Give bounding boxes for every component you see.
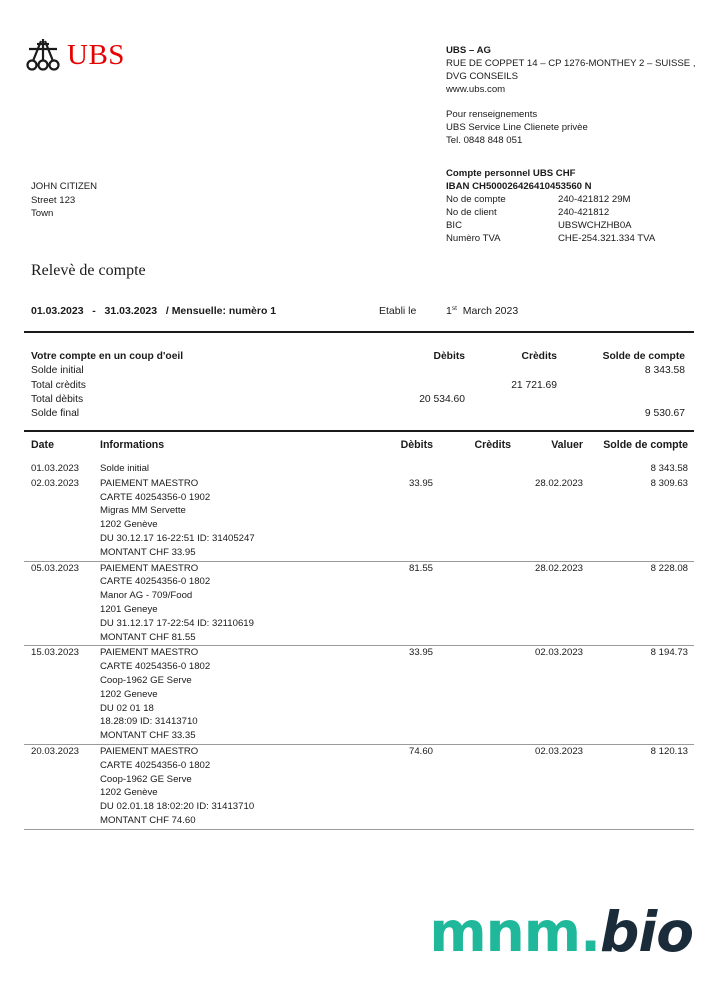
row-info-line: 18.28:09 ID: 31413710 — [100, 716, 198, 728]
issued-label: Etabli le — [379, 305, 417, 317]
row-info — [100, 562, 694, 645]
row-info-line: PAIEMENT MAESTRO — [100, 745, 199, 757]
row-debit: 74.60 — [408, 745, 433, 757]
row-info — [100, 646, 694, 743]
row-solde: 8 120.13 — [650, 745, 688, 757]
watermark-part2: bio — [599, 900, 693, 964]
brand-name: UBS — [67, 39, 125, 71]
row-valuer: 02.03.2023 — [534, 647, 583, 659]
row-info-line: Manor AG - 709/Food — [100, 590, 193, 602]
transactions-header — [24, 436, 694, 462]
account-row-label: BIC — [446, 220, 462, 231]
overview-row — [31, 407, 691, 421]
row-valuer: 02.03.2023 — [534, 745, 583, 757]
bank-address — [446, 44, 706, 96]
divider — [24, 430, 694, 432]
account-row-value: 240-421812 29M — [558, 194, 631, 205]
overview-label: Total crèdits — [31, 379, 86, 391]
row-info-line: CARTE 40254356-0 1802 — [100, 661, 211, 673]
overview-row — [31, 393, 691, 407]
row-valuer: 28.02.2023 — [534, 477, 583, 489]
issued-date — [446, 305, 518, 319]
account-row-value: UBSWCHZHB0A — [558, 220, 632, 231]
customer-street: Street 123 — [31, 194, 76, 206]
info-label: Pour renseignements — [446, 109, 538, 120]
account-row-label: No de client — [446, 207, 497, 218]
row-info-line: PAIEMENT MAESTRO — [100, 477, 199, 489]
row-date: 05.03.2023 — [31, 562, 80, 574]
overview-debit: 20 534.60 — [419, 393, 465, 405]
table-row — [24, 562, 694, 647]
row-date: 02.03.2023 — [31, 477, 80, 489]
row-info-line: Migras MM Servette — [100, 505, 186, 517]
row-date: 20.03.2023 — [31, 745, 80, 757]
overview-label: Total dèbits — [31, 393, 84, 405]
account-row — [446, 219, 655, 232]
row-info-line: CARTE 40254356-0 1802 — [100, 576, 211, 588]
overview-col-solde: Solde de compte — [602, 351, 685, 362]
row-info-line: MONTANT CHF 33.95 — [100, 546, 196, 558]
row-date: 01.03.2023 — [31, 463, 80, 474]
row-info — [100, 462, 694, 476]
overview-label: Solde initial — [31, 365, 84, 377]
row-valuer: 28.02.2023 — [534, 562, 583, 574]
overview-heading: Votre compte en un coup d'oeil — [31, 351, 184, 362]
customer-address — [31, 180, 97, 221]
row-info-line: PAIEMENT MAESTRO — [100, 562, 199, 574]
service-line: UBS Service Line Clienete privèe — [446, 122, 588, 133]
overview-solde: 9 530.67 — [644, 408, 685, 420]
account-row-label: Numèro TVA — [446, 233, 501, 244]
customer-town: Town — [31, 208, 54, 219]
col-credits: Crèdits — [474, 439, 511, 451]
overview-col-debits: Dèbits — [433, 351, 465, 362]
issued-month-year: March 2023 — [462, 305, 519, 317]
account-row-value: 240-421812 — [558, 207, 610, 218]
row-info — [100, 477, 694, 560]
overview-row — [31, 379, 691, 393]
table-row — [24, 646, 694, 745]
bank-address-line2: DVG CONSEILS — [446, 71, 518, 82]
issued-day: 1 — [446, 305, 452, 317]
bank-name: UBS – AG — [446, 45, 491, 56]
row-debit: 33.95 — [408, 647, 433, 659]
contact-info — [446, 108, 588, 147]
row-info-line: Solde initial — [100, 463, 150, 474]
account-overview — [31, 350, 691, 421]
row-date: 15.03.2023 — [31, 647, 80, 659]
row-info-line: DU 31.12.17 17-22:54 ID: 32110619 — [100, 617, 254, 629]
ubs-logo — [24, 38, 144, 72]
row-info-line: 1202 Genève — [100, 787, 158, 799]
col-date: Date — [31, 439, 54, 451]
col-solde: Solde de compte — [603, 439, 688, 451]
row-info-line: 1202 Geneve — [100, 688, 158, 700]
row-info-line: MONTANT CHF 81.55 — [100, 631, 196, 643]
table-row — [24, 462, 694, 477]
statement-period: 01.03.2023 - 31.03.2023 / Mensuelle: numèro 1 — [31, 305, 277, 317]
account-title: Compte personnel UBS CHF — [446, 168, 576, 179]
keys-icon — [24, 38, 62, 72]
transactions-table — [24, 436, 694, 830]
customer-name: JOHN CITIZEN — [31, 181, 98, 192]
overview-credit: 21 721.69 — [511, 379, 557, 391]
account-row-value: CHE-254.321.334 TVA — [558, 233, 656, 244]
row-info-line: Coop-1962 GE Serve — [100, 674, 192, 686]
row-debit: 81.55 — [408, 562, 433, 574]
overview-label: Solde final — [31, 408, 80, 420]
col-info: Informations — [100, 439, 165, 451]
col-debits: Dèbits — [400, 439, 433, 451]
table-row — [24, 745, 694, 830]
col-valuer: Valuer — [551, 439, 583, 451]
row-solde: 8 228.08 — [650, 562, 688, 574]
overview-solde: 8 343.58 — [644, 365, 685, 377]
row-info-line: MONTANT CHF 33.35 — [100, 730, 196, 742]
row-info-line: Coop-1962 GE Serve — [100, 773, 192, 785]
account-row-label: No de compte — [446, 194, 506, 205]
overview-col-credits: Crèdits — [521, 351, 557, 362]
table-row — [24, 477, 694, 562]
row-info-line: CARTE 40254356-0 1802 — [100, 759, 211, 771]
account-row — [446, 206, 655, 219]
bank-address-line1: RUE DE COPPET 14 – CP 1276-MONTHEY 2 – SUISSE , — [446, 58, 696, 69]
row-info-line: DU 02 01 18 — [100, 702, 154, 714]
row-info — [100, 745, 694, 828]
account-row — [446, 193, 655, 206]
iban: IBAN CH500026426410453560 N — [446, 181, 592, 192]
row-solde: 8 343.58 — [650, 463, 688, 474]
issued-day-suffix: st — [451, 305, 457, 312]
watermark-part1: mnm. — [429, 900, 600, 964]
row-info-line: PAIEMENT MAESTRO — [100, 647, 199, 659]
overview-row — [31, 364, 691, 378]
account-details — [446, 167, 655, 245]
account-row — [446, 232, 655, 245]
overview-header — [31, 350, 691, 364]
row-debit: 33.95 — [408, 477, 433, 489]
row-info-line: DU 30.12.17 16-22:51 ID: 31405247 — [100, 532, 255, 544]
row-info-line: 1202 Genève — [100, 519, 158, 531]
telephone: Tel. 0848 848 051 — [446, 135, 523, 146]
watermark — [429, 900, 693, 964]
row-info-line: DU 02.01.18 18:02:20 ID: 31413710 — [100, 801, 255, 813]
row-info-line: MONTANT CHF 74.60 — [100, 814, 196, 826]
bank-website: www.ubs.com — [446, 84, 506, 95]
statement-title: Relevè de compte — [31, 262, 146, 279]
row-info-line: 1201 Geneye — [100, 603, 158, 615]
row-solde: 8 309.63 — [650, 477, 688, 489]
row-info-line: CARTE 40254356-0 1902 — [100, 491, 211, 503]
divider — [24, 331, 694, 333]
row-solde: 8 194.73 — [650, 647, 688, 659]
